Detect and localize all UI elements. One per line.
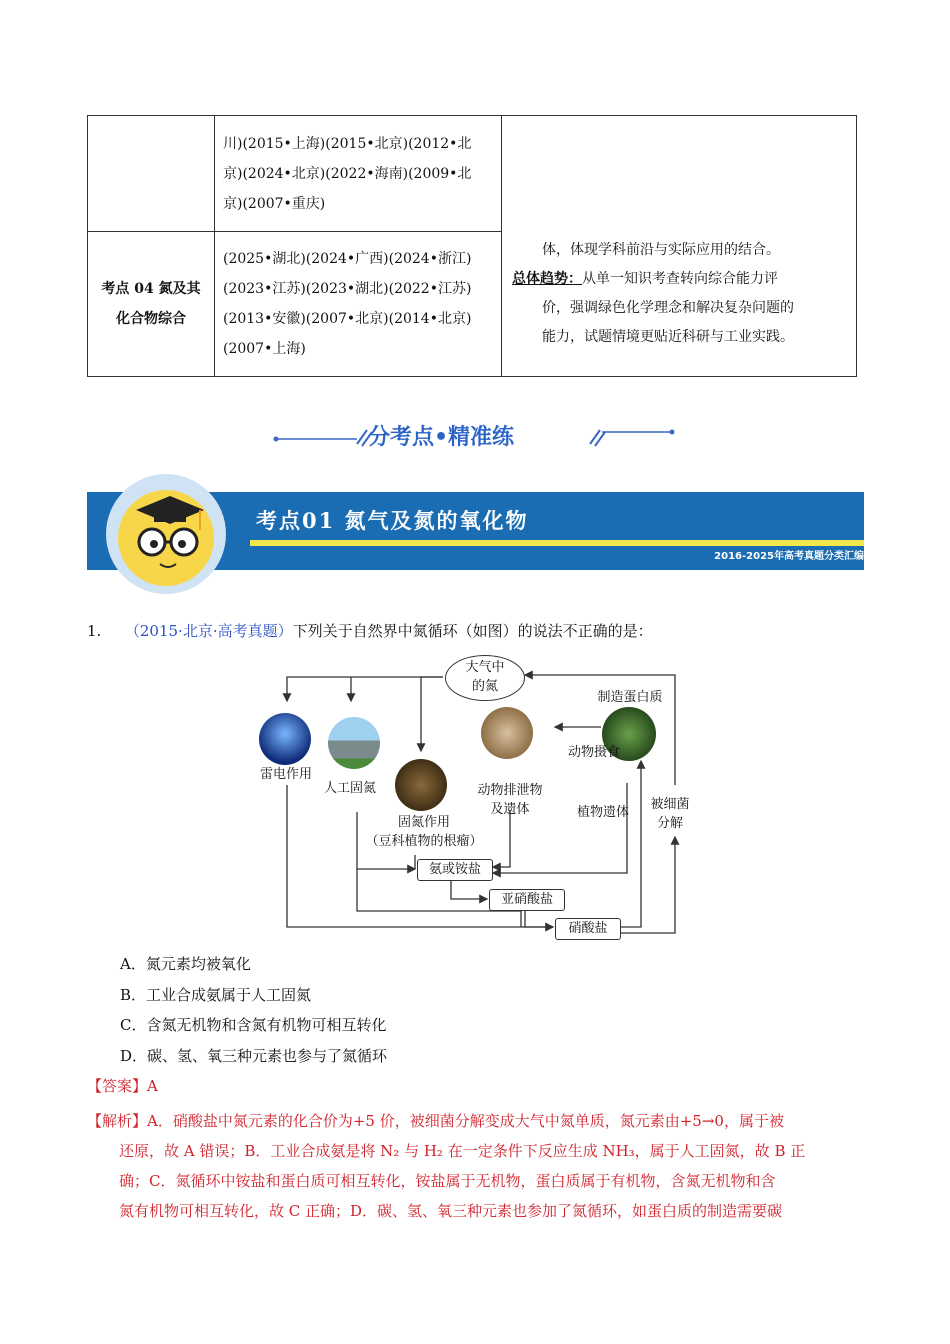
summary-trend-line [512,265,848,294]
bacteria-label [645,795,695,833]
option-c: C．含氮无机物和含氮有机物可相互转化 [120,1016,387,1034]
years-line: 京)(2007•重庆) [223,195,326,212]
topic-name-cell [88,232,215,377]
ammonium-box: 氨或铵盐 [417,859,493,881]
plant-remains-label: 植物遗体 [576,805,629,820]
lightning-image [259,713,311,765]
nitrate-box: 硝酸盐 [555,918,621,940]
years-line: (2023•江苏)(2023•湖北)(2022•江苏) [223,281,472,297]
summary-line: 从单一知识考查转向综合能力评 [582,271,778,287]
lightning-label: 雷电作用 [259,767,312,782]
atmosphere-label [445,658,525,696]
animal-excretion-label [465,781,555,819]
years-line: (2013•安徽)(2007•北京)(2014•北京) [223,311,472,327]
summary-cell [502,116,857,377]
industrial-label: 人工固氮 [323,781,376,796]
years-cell [215,232,502,377]
years-line: (2007•上海) [223,341,306,357]
banner-stripe [250,540,864,546]
trend-label: 总体趋势： [512,271,582,287]
analysis [87,1106,857,1226]
atmosphere-label-line: 的氮 [471,679,498,694]
answer [87,1075,158,1096]
fixation-label-line: 固氮作用 [397,815,450,830]
fixation-label-line: （豆科植物的根瘤） [365,834,483,849]
analysis-line: 还原，故 A 错误；B．工业合成氨是将 N₂ 与 H₂ 在一定条件下反应生成 NH₃，属于人工固氮，故 B 正 [119,1142,806,1160]
analysis-label: 【解析】 [87,1112,148,1130]
animal-excretion-line: 动物排泄物 [477,783,543,798]
nitrite-box: 亚硝酸盐 [489,889,565,911]
mascot-icon [100,468,235,596]
analysis-line [87,1106,857,1136]
topic-name-line: 考点 04 氮及其 [101,281,201,297]
summary-line: 价，强调绿色化学理念和解决复杂问题的 [542,300,794,316]
protein-label: 制造蛋白质 [597,690,663,705]
summary-line: 能力，试题情境更贴近科研与工业实践。 [542,329,794,345]
option-a: A．氮元素均被氧化 [120,955,251,973]
banner-title: 考点01 氮气及氮的氧化物 [256,508,529,533]
analysis-line: 氮有机物可相互转化，故 C 正确；D．碳、氢、氧三种元素也参加了氮循环，如蛋白质的制造需要碳 [119,1202,783,1220]
root-nodule-image [395,759,447,811]
question-number: 1. [87,622,102,640]
section-header: 分考点•精准练 [368,425,515,450]
atmosphere-label-line: 大气中 [465,660,505,675]
banner-subtitle: 2016-2025年高考真题分类汇编 [714,551,864,562]
summary-line: 体，体现学科前沿与实际应用的结合。 [542,242,780,258]
years-line: (2025•湖北)(2024•广西)(2024•浙江) [223,251,472,267]
option-d: D．碳、氢、氧三种元素也参与了氮循环 [120,1047,388,1065]
answer-value: A [147,1077,158,1095]
factory-image [328,717,380,769]
bacteria-label-line: 分解 [656,816,683,831]
question-source: （2015·北京·高考真题） [124,622,293,640]
topic-cell-empty [88,116,215,232]
option-b: B．工业合成氨属于人工固氮 [120,986,312,1004]
bacteria-label-line: 被细菌 [650,797,690,812]
years-line: 川)(2015•上海)(2015•北京)(2012•北 [223,135,472,152]
analysis-line: 确；C．氮循环中铵盐和蛋白质可相互转化，铵盐属于无机物，蛋白质属于有机物，含氮无机物和含 [119,1172,776,1190]
years-line: 京)(2024•北京)(2022•海南)(2009•北 [223,165,472,182]
years-cell [215,116,502,232]
topic-name-line: 化合物综合 [116,311,186,327]
nitrogen-cycle-diagram [255,655,695,945]
question-text: 下列关于自然界中氮循环（如图）的说法不正确的是： [292,622,653,640]
answer-label: 【答案】 [87,1077,148,1095]
topic-table [87,115,857,377]
analysis-text: A．硝酸盐中氮元素的化合价为+5 价，被细菌分解变成大气中氮单质，氮元素由+5→0，属于被 [147,1112,784,1130]
question-stem [87,620,653,641]
animal-excretion-line: 及遗体 [490,802,530,817]
animal-intake-label: 动物摄食 [567,745,620,760]
table-row [88,116,857,232]
animals-image [481,707,533,759]
